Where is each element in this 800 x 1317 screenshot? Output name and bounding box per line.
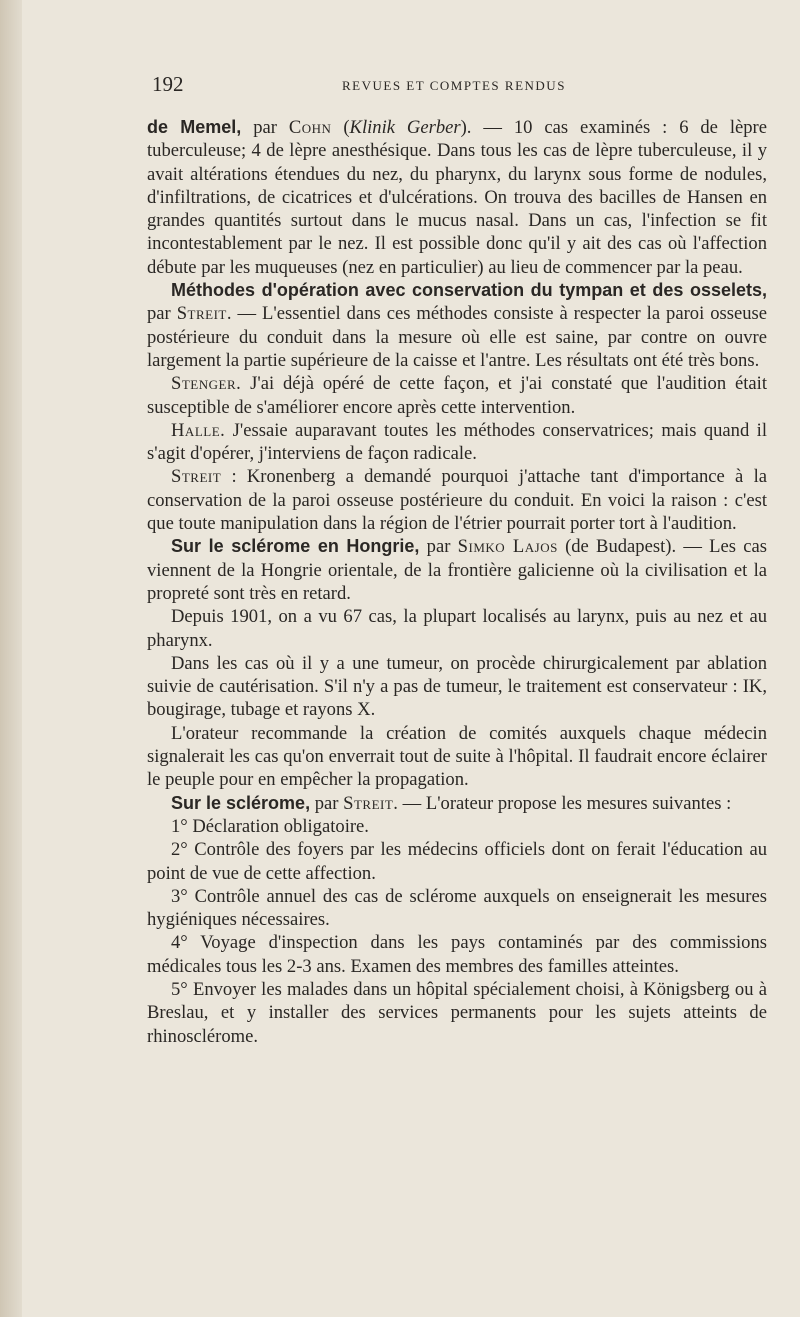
paragraph-committees: L'orateur recommande la création de comités auxquels chaque médecin signalerait les cas qu'on enverrait tout de suite à l'hôpital. Il faudrait encore éclairer le peuple pour en empêcher la propagation. [147,722,767,791]
section-heading: Sur le sclérome, [171,792,311,813]
paragraph-methodes: Méthodes d'opération avec conservation du tympan et des osselets, par Streit. — L'essentiel dans ces méthodes consiste à respecter la paroi osseuse postérieure du conduit dans la mesure où elle est saine, par contre on ouvre largement la partie supérieure de la caisse et l'antre. Les résultats ont été très bons. [147,280,767,371]
measure-item: 3° Contrôle annuel des cas de sclérome auxquels on enseignerait les mesures hygiéniques nécessaires. [147,885,767,931]
paragraph-stenger: Stenger. J'ai déjà opéré de cette façon, et j'ai constaté que l'audition était susceptible de s'améliorer encore après cette intervention. [147,373,767,418]
speaker-name: Halle. [171,419,226,441]
paragraph-cases: Depuis 1901, on a vu 67 cas, la plupart localisés au larynx, puis au nez et au pharynx. [147,606,767,651]
measure-item: 4° Voyage d'inspection dans les pays contaminés par des commissions médicales tous les 2-3 ans. Examen des membres des familles atteintes. [147,932,767,977]
page-number: 192 [152,72,184,96]
author-name: Streit [343,792,394,814]
paragraph-treatment: Dans les cas où il y a une tumeur, on procède chirurgicalement par ablation suivie de cautérisation. S'il n'y a pas de tumeur, le traitement est conservateur : IK, bougirage, tubage et rayons X. [147,652,767,721]
speaker-name: Streit [171,466,222,488]
page-binding-shadow [0,0,22,1317]
paragraph-sclerome-hongrie: Sur le sclérome en Hongrie, par Simko Lajos (de Budapest). — Les cas viennent de la Hongrie orientale, de la frontière galicienne où la civilisation et la propreté sont très en retard. [147,536,767,604]
paragraph-memel: de Memel, par Cohn (Klinik Gerber). — 10 cas examinés : 6 de lèpre tuberculeuse; 4 de lèpre anesthésique. Dans tous les cas de lèpre tuberculeuse, il y avait altérations étendues du nez, du pharynx, du larynx sous forme de nodules, d'infiltrations, de cicatrices et d'ulcérations. On trouva des bacilles de Hansen en grandes quantités surtout dans le mucus nasal. Dans un cas, l'infection se fit incontestablement par le nez. Il est possible donc qu'il y ait des cas où l'affection débute par les muqueuses (nez en particulier) au lieu de commencer par la peau. [147,117,768,278]
running-head-title: REVUES ET COMPTES RENDUS [342,78,566,93]
measure-item: 1° Déclaration obligatoire. [171,815,369,837]
author-name: Streit [176,303,227,325]
running-head [152,72,772,96]
paragraph-sclerome-streit: Sur le sclérome, par Streit. — L'orateur propose les mesures suivantes : [171,792,732,814]
speaker-name: Stenger. [171,373,242,395]
measure-item: 5° Envoyer les malades dans un hôpital spécialement choisi, à Königsberg ou à Breslau, et y installer des services permanents pour les sujets atteints de rhinosclérome. [147,978,767,1047]
measure-item: 2° Contrôle des foyers par les médecins officiels dont on ferait l'éducation au point de vue de cette affection. [147,839,767,884]
section-heading: Sur le sclérome en Hongrie, [171,536,420,557]
author-name: Cohn [288,117,332,138]
paragraph-streit-reply: Streit : Kronenberg a demandé pourquoi j'attache tant d'importance à la conservation de la paroi osseuse postérieure du conduit. En voici la raison : c'est que toute manipulation dans la région de l'étrier pourrait porter tort à l'audition. [147,466,767,535]
body-text [147,116,767,1048]
author-name: Simko Lajos [457,536,558,558]
section-heading: Méthodes d'opération avec conservation du tympan et des osselets, [171,280,767,301]
section-lead: de Memel, [147,117,242,137]
source-name: Klinik Gerber [349,117,461,138]
paragraph-halle: Halle. J'essaie auparavant toutes les méthodes conservatrices; mais quand il s'agit d'opérer, j'interviens de façon radicale. [147,419,767,465]
